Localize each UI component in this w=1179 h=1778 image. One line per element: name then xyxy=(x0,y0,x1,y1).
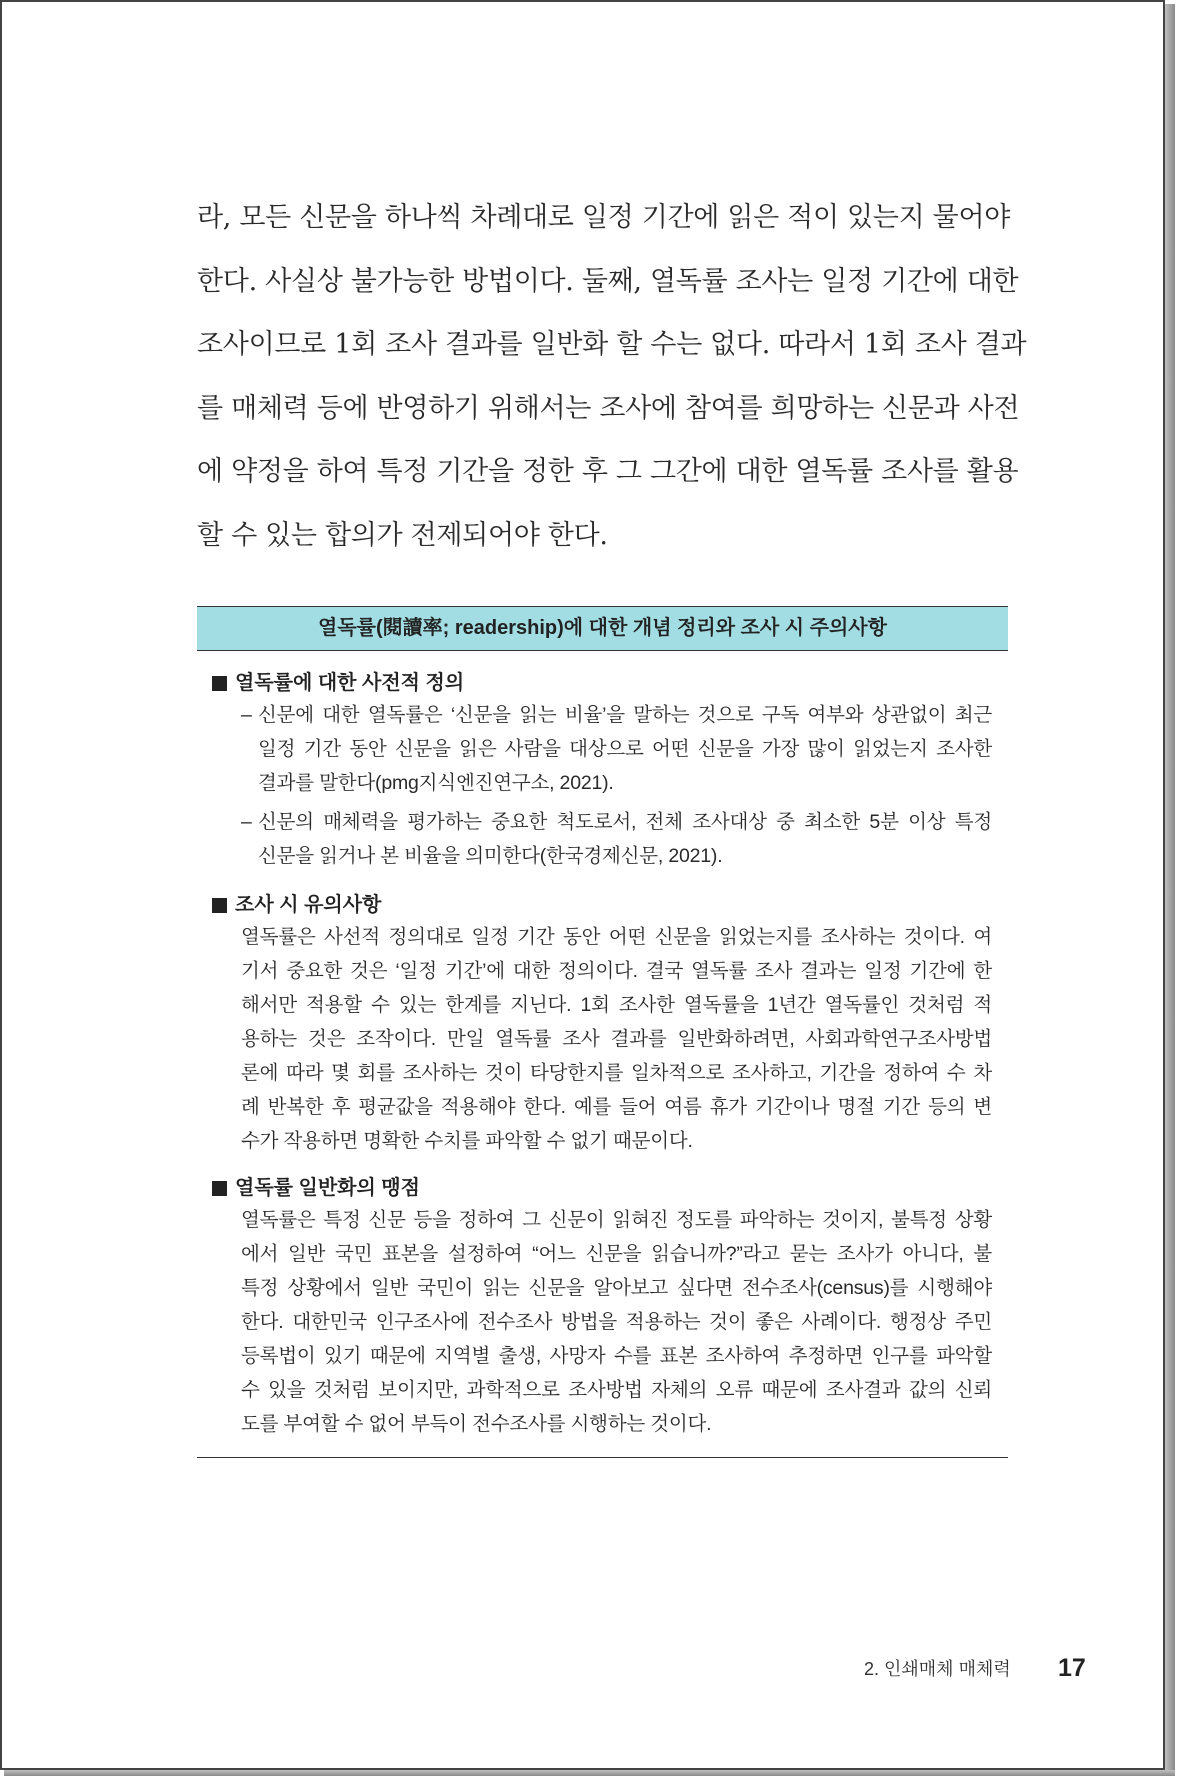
section-generalization-blindspot xyxy=(212,1173,992,1441)
section-paragraph xyxy=(241,920,992,1158)
paragraph-line: 기서 중요한 것은 ‘일정 기간’에 대한 정의이다. 결국 열독률 조사 결과는 일정 기간에 한 xyxy=(241,960,992,982)
bullet-item xyxy=(241,805,992,873)
paragraph-line: 특정 상황에서 일반 국민이 읽는 신문을 알아보고 싶다면 전수조사(census)를 시행해야 xyxy=(241,1277,992,1299)
bullet-line: 신문을 읽거나 본 비율을 의미한다(한국경제신문, 2021). xyxy=(258,845,723,867)
section-survey-cautions xyxy=(212,890,992,1158)
dash-icon: – xyxy=(241,811,252,833)
section-title xyxy=(212,1173,992,1203)
paragraph-line: 수 있을 것처럼 보이지만, 과학적으로 조사방법 자체의 오류 때문에 조사결과 값의 신뢰 xyxy=(241,1379,992,1401)
body-line: 를 매체력 등에 반영하기 위해서는 조사에 참여를 희망하는 신문과 사전 xyxy=(197,392,1020,424)
info-box xyxy=(197,606,1008,1458)
paragraph-line: 수가 작용하면 명확한 수치를 파악할 수 없기 때문이다. xyxy=(241,1130,693,1152)
paragraph-line: 용하는 것은 조작이다. 만일 열독률 조사 결과를 일반화하려면, 사회과학연구조사방법 xyxy=(241,1028,992,1050)
black-square-icon xyxy=(212,1181,227,1196)
bullet-line: 신문의 매체력을 평가하는 중요한 척도로서, 전체 조사대상 중 최소한 5분 이상 특정 xyxy=(258,811,992,833)
black-square-icon xyxy=(212,898,227,913)
dash-icon: – xyxy=(241,704,252,726)
body-line: 라, 모든 신문을 하나씩 차례대로 일정 기간에 읽은 적이 있는지 물어야 xyxy=(197,202,1011,233)
paragraph-line: 론에 따라 몇 회를 조사하는 것이 타당한지를 일차적으로 조사하고, 기간을 정하여 수 차 xyxy=(241,1062,992,1084)
bullet-line: 결과를 말한다(pmg지식엔진연구소, 2021). xyxy=(258,772,614,794)
section-paragraph xyxy=(241,1203,992,1441)
black-square-icon xyxy=(212,676,227,691)
paragraph-line: 해서만 적용할 수 있는 한계를 지닌다. 1회 조사한 열독률을 1년간 열독률인 것처럼 적 xyxy=(241,994,992,1016)
page-edge-bottom xyxy=(4,1770,1175,1776)
body-line: 에 약정을 하여 특정 기간을 정한 후 그 그간에 대한 열독률 조사를 활용 xyxy=(197,456,1019,487)
body-line: 조사이므로 1회 조사 결과를 일반화 할 수는 없다. 따라서 1회 조사 결과 xyxy=(197,329,1027,360)
section-title xyxy=(212,668,992,698)
paragraph-line: 등록법이 있기 때문에 지역별 출생, 사망자 수를 표본 조사하여 추정하면 인구를 파악할 xyxy=(241,1345,992,1367)
paragraph-line: 열독률은 특정 신문 등을 정하여 그 신문이 읽혀진 정도를 파악하는 것이지, 불특정 상황 xyxy=(241,1209,992,1231)
section-title xyxy=(212,890,992,920)
section-dictionary-definition xyxy=(212,668,992,873)
section-title-text: 조사 시 유의사항 xyxy=(235,894,382,916)
body-line: 할 수 있는 합의가 전제되어야 한다. xyxy=(197,519,608,551)
bullet-line: 신문에 대한 열독률은 ‘신문을 읽는 비율’을 말하는 것으로 구독 여부와 상관없이 최근 xyxy=(258,704,992,726)
bullet-item xyxy=(241,698,992,800)
paragraph-line: 례 반복한 후 평균값을 적용해야 한다. 예를 들어 여름 휴가 기간이나 명절 기간 등의 변 xyxy=(241,1096,992,1118)
body-line: 한다. 사실상 불가능한 방법이다. 둘째, 열독률 조사는 일정 기간에 대한 xyxy=(197,265,1019,297)
running-footer-chapter: 2. 인쇄매체 매체력 xyxy=(864,1659,1011,1679)
paragraph-line: 에서 일반 국민 표본을 설정하여 “어느 신문을 읽습니까?”라고 묻는 조사가 아니다, 불 xyxy=(241,1243,992,1265)
paragraph-line: 한다. 대한민국 인구조사에 전수조사 방법을 적용하는 것이 좋은 사례이다. 행정상 주민 xyxy=(241,1311,992,1333)
page-edge-right xyxy=(1165,4,1175,1774)
section-title-text: 열독률에 대한 사전적 정의 xyxy=(235,672,465,694)
bullet-line: 일정 기간 동안 신문을 읽은 사람을 대상으로 어떤 신문을 가장 많이 읽었는지 조사한 xyxy=(258,738,992,760)
paragraph-line: 도를 부여할 수 없어 부득이 전수조사를 시행하는 것이다. xyxy=(241,1413,712,1435)
page-number: 17 xyxy=(1058,1654,1086,1682)
section-title-text: 열독률 일반화의 맹점 xyxy=(235,1177,420,1199)
body-paragraph xyxy=(197,186,1027,567)
paragraph-line: 열독률은 사선적 정의대로 일정 기간 동안 어떤 신문을 읽었는지를 조사하는 것이다. 여 xyxy=(241,926,992,948)
info-box-title: 열독률(閱讀率; readership)에 대한 개념 정리와 조사 시 주의사항 xyxy=(197,606,1008,651)
